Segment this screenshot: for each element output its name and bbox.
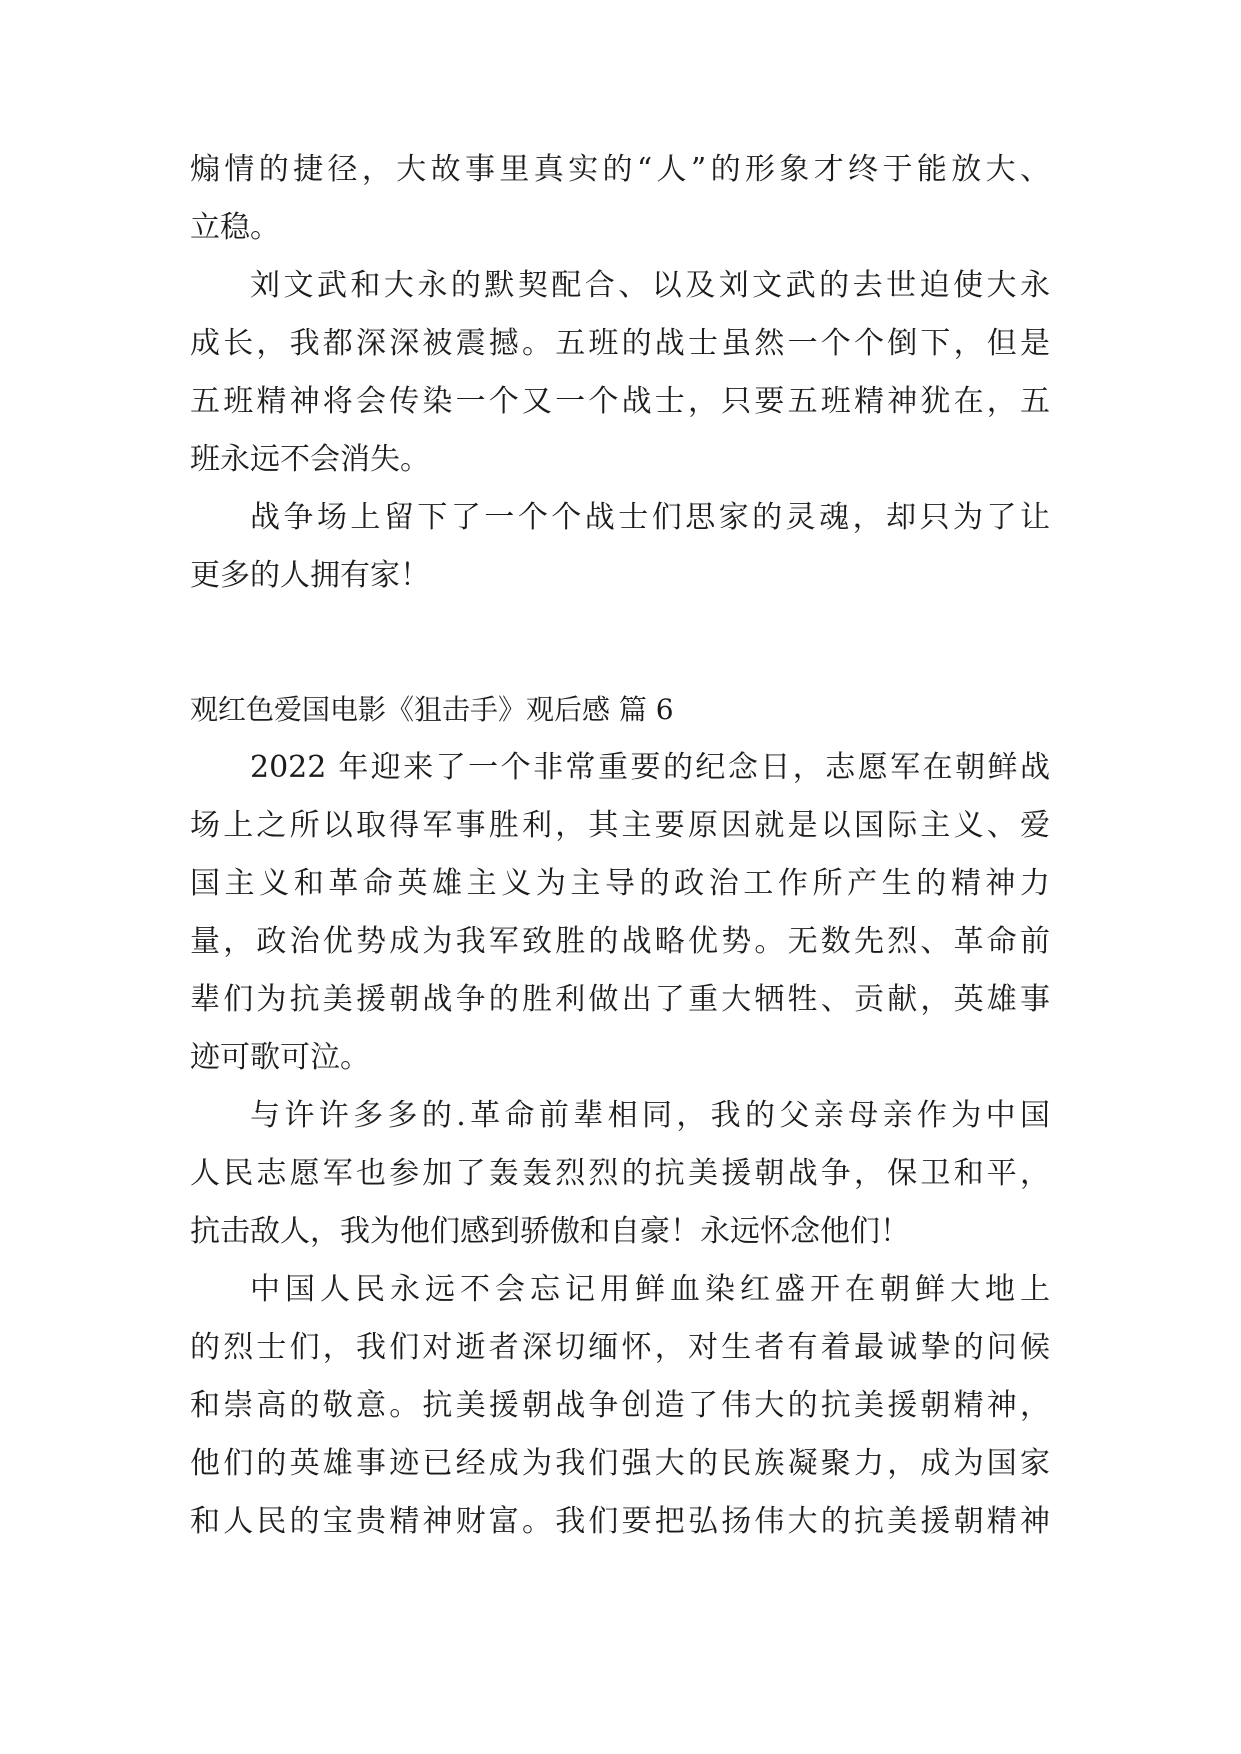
text-line: 迹可歌可泣。 bbox=[190, 1040, 370, 1075]
text-line: 辈们为抗美援朝战争的胜利做出了重大牺牲、贡献，英雄事 bbox=[190, 982, 1050, 1017]
text-line: 五班精神将会传染一个又一个战士，只要五班精神犹在，五 bbox=[190, 384, 1050, 419]
text-line: 他们的英雄事迹已经成为我们强大的民族凝聚力，成为国家 bbox=[190, 1446, 1050, 1481]
text-line: 中国人民永远不会忘记用鲜血染红盛开在朝鲜大地上 bbox=[250, 1272, 1050, 1307]
text-line: 的烈士们，我们对逝者深切缅怀，对生者有着最诚挚的问候 bbox=[190, 1330, 1050, 1365]
section-heading: 观红色爱国电影《狙击手》观后感 篇 6 bbox=[190, 693, 674, 726]
text-line: 立稳。 bbox=[190, 210, 280, 245]
text-line: 量，政治优势成为我军致胜的战略优势。无数先烈、革命前 bbox=[190, 924, 1050, 959]
text-line: 与许许多多的.革命前辈相同，我的父亲母亲作为中国 bbox=[250, 1098, 1050, 1133]
text-line: 抗击敌人，我为他们感到骄傲和自豪！永远怀念他们！ bbox=[190, 1214, 910, 1249]
text-line: 班永远不会消失。 bbox=[190, 442, 430, 477]
text-line: 人民志愿军也参加了轰轰烈烈的抗美援朝战争，保卫和平， bbox=[190, 1156, 1050, 1191]
text-line: 国主义和革命英雄主义为主导的政治工作所产生的精神力 bbox=[190, 866, 1050, 901]
text-line: 2022 年迎来了一个非常重要的纪念日，志愿军在朝鲜战 bbox=[250, 750, 1050, 785]
text-line: 战争场上留下了一个个战士们思家的灵魂，却只为了让 bbox=[250, 500, 1050, 535]
text-line: 和崇高的敬意。抗美援朝战争创造了伟大的抗美援朝精神， bbox=[190, 1388, 1050, 1423]
text-line: 和人民的宝贵精神财富。我们要把弘扬伟大的抗美援朝精神 bbox=[190, 1504, 1050, 1539]
text-line: 场上之所以取得军事胜利，其主要原因就是以国际主义、爱 bbox=[190, 808, 1050, 843]
text-line: 煽情的捷径，大故事里真实的“人”的形象才终于能放大、 bbox=[190, 152, 1050, 187]
text-line: 成长，我都深深被震撼。五班的战士虽然一个个倒下，但是 bbox=[190, 326, 1050, 361]
text-line: 刘文武和大永的默契配合、以及刘文武的去世迫使大永 bbox=[250, 268, 1050, 303]
text-line: 更多的人拥有家！ bbox=[190, 558, 430, 593]
